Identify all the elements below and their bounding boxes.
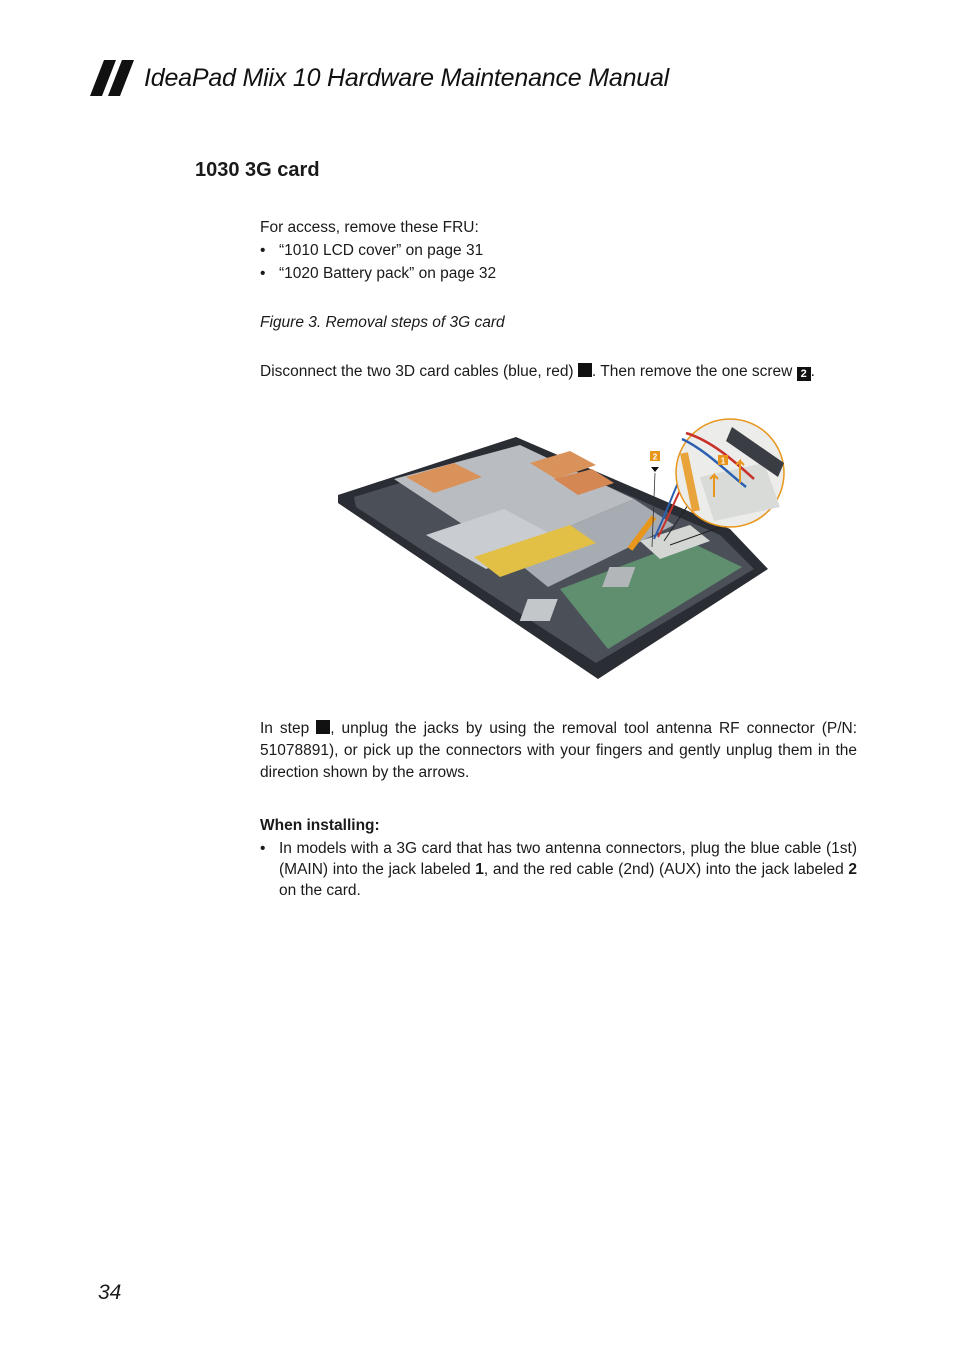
access-intro: For access, remove these FRU: [260, 219, 479, 236]
page-number: 34 [98, 1281, 122, 1304]
fru-list [260, 240, 857, 284]
3g-card-removal-figure [334, 417, 790, 683]
instruction-text: In step [260, 720, 317, 737]
unplug-instructions [260, 718, 857, 784]
installing-heading: When installing: [260, 817, 380, 834]
instruction-text: , unplug the jacks by using the removal tool antenna RF connector (P/N: 51078891), or pick up the connectors with your fingers and gently unplug them in the direction shown by the arrows. [260, 720, 858, 781]
step-badge-2: 2 [797, 367, 811, 381]
installing-notes [260, 815, 857, 901]
page-header [90, 58, 669, 98]
jack-number-2: 2 [848, 861, 858, 878]
installing-text: In models with a 3G card that has two antenna connectors, plug the blue cable (1st) (MAIN) into the jack labeled [279, 840, 857, 878]
step-text: Disconnect the two 3D card cables (blue, red) [260, 363, 578, 380]
installing-item [260, 838, 857, 901]
step-badge-1 [316, 720, 330, 734]
fru-item-lcd-cover: • “1010 LCD cover” on page 31 [260, 240, 857, 261]
removal-step [260, 361, 857, 382]
screw-icon [651, 467, 659, 472]
figure-caption: Figure 3. Removal steps of 3G card [260, 314, 505, 331]
step-badge-1 [578, 363, 592, 377]
fru-item-battery-pack: • “1020 Battery pack” on page 32 [260, 263, 857, 284]
manual-title: IdeaPad Miix 10 Hardware Maintenance Manual [144, 63, 670, 92]
step-text: . Then remove the one screw [591, 363, 797, 380]
installing-text: , and the red cable (2nd) (AUX) into the jack labeled [483, 861, 849, 878]
installing-text: on the card. [279, 882, 361, 899]
jack-number-1: 1 [475, 861, 484, 878]
callout-2-label: 2 [652, 452, 658, 462]
installing-list [260, 838, 857, 901]
access-requirements [260, 217, 857, 284]
section-title: 1030 3G card [195, 159, 320, 181]
header-slashes-icon [90, 60, 136, 96]
callout-1-label: 1 [720, 456, 726, 466]
step-text: . [810, 363, 815, 380]
